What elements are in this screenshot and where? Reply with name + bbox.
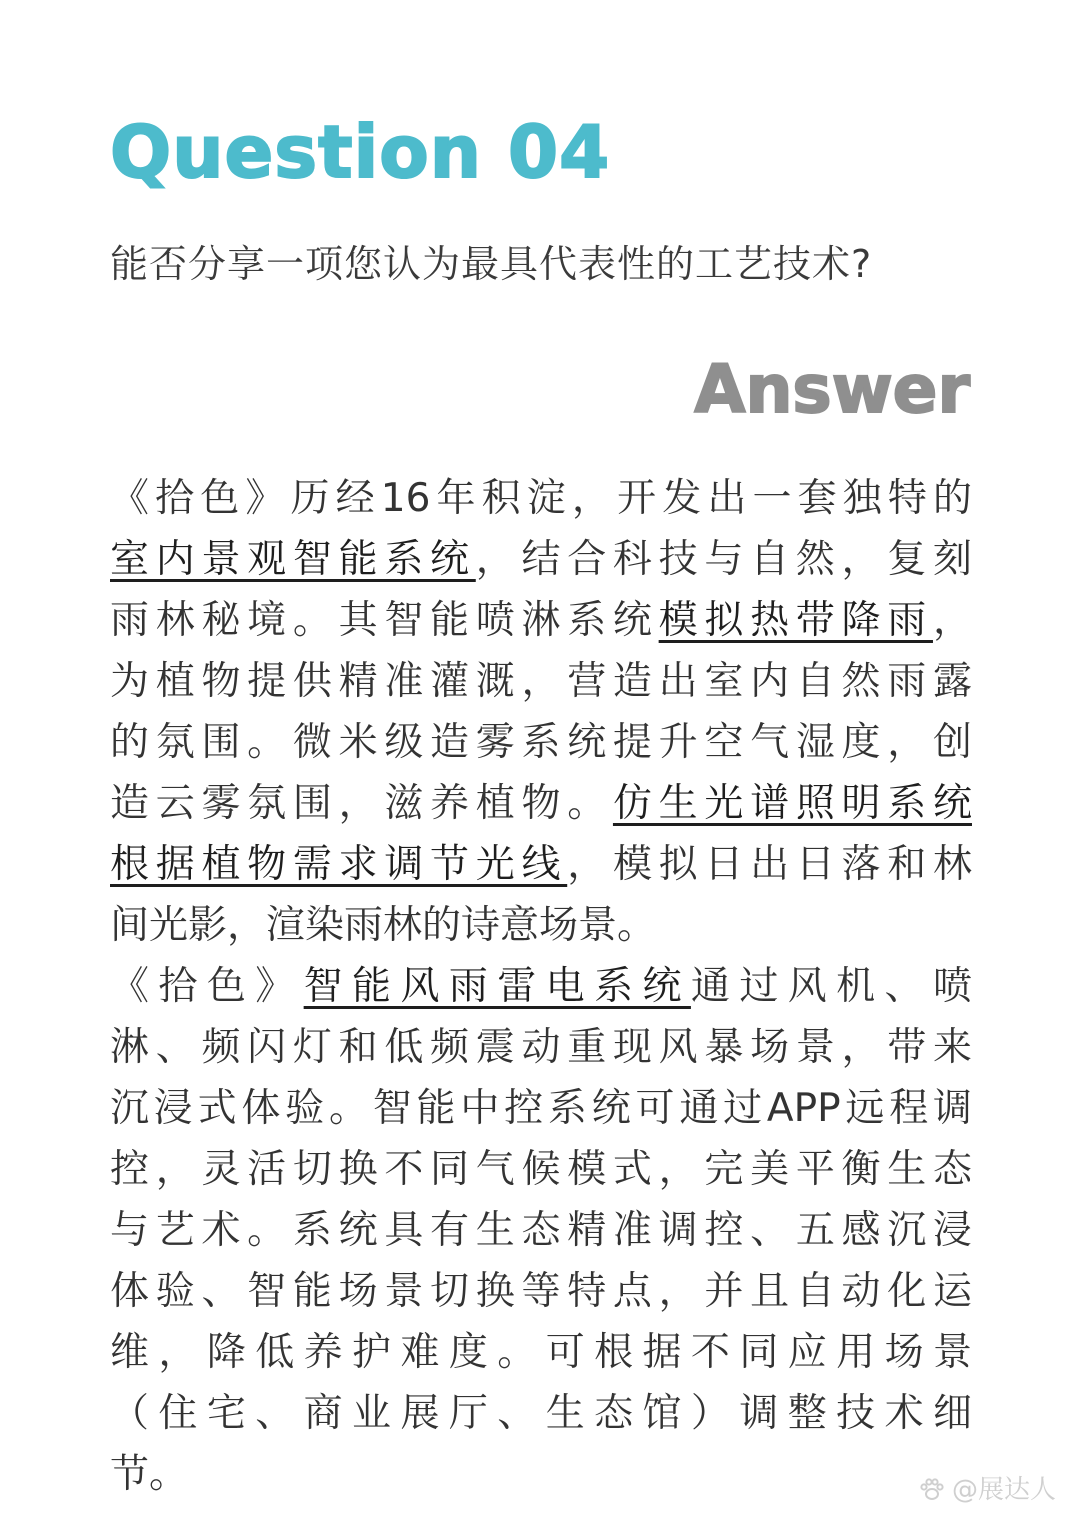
answer-line [110,834,972,895]
highlighted-term: 智能风雨雷电系统 [303,964,691,1009]
watermark [918,1475,1056,1505]
answer-line [110,1261,972,1322]
highlighted-term: 模拟热带降雨 [658,598,933,643]
answer-text: ，模拟日出日落和林 [567,842,972,887]
answer-line [110,895,972,956]
answer-text: ，结合科技与自然，复刻 [475,537,972,582]
answer-line [110,1444,972,1505]
answer-line [110,712,972,773]
answer-line [110,651,972,712]
answer-text: 间光影，渲染雨林的诗意场景。 [110,903,657,948]
answer-text: 《拾色》历经16年积淀，开发出一套独特的 [110,476,972,521]
answer-line [110,1078,972,1139]
answer-text: 《拾色》 [110,964,304,1009]
answer-line [110,773,972,834]
answer-text: 与艺术。系统具有生态精准调控、五感沉浸 [110,1208,972,1253]
answer-text: 雨林秘境。其智能喷淋系统 [110,598,659,643]
answer-title: Answer [694,351,970,428]
paw-icon [918,1476,946,1504]
highlighted-term: 根据植物需求调节光线 [110,842,568,887]
answer-text: 维，降低养护难度。可根据不同应用场景 [110,1330,972,1375]
answer-body [110,468,972,1505]
watermark-text: @展达人 [951,1475,1056,1505]
answer-line [110,590,972,651]
answer-line [110,1383,972,1444]
answer-line [110,1322,972,1383]
highlighted-term: 仿生光谱照明系统 [612,781,972,826]
answer-line [110,1200,972,1261]
answer-text: 淋、频闪灯和低频震动重现风暴场景，带来 [110,1025,972,1070]
answer-text: （住宅、商业展厅、生态馆）调整技术细 [110,1391,972,1436]
answer-line [110,529,972,590]
answer-line [110,468,972,529]
answer-text: 节。 [110,1452,189,1497]
answer-text: 的氛围。微米级造雾系统提升空气湿度，创 [110,720,972,765]
answer-line [110,956,972,1017]
answer-text: ， [932,598,972,643]
answer-text: 沉浸式体验。智能中控系统可通过APP远程调 [110,1086,972,1131]
answer-text: 控，灵活切换不同气候模式，完美平衡生态 [110,1147,972,1192]
answer-text: 体验、智能场景切换等特点，并且自动化运 [110,1269,972,1314]
answer-text: 通过风机、喷 [690,964,972,1009]
answer-line [110,1139,972,1200]
question-text: 能否分享一项您认为最具代表性的工艺技术? [110,242,873,286]
answer-line [110,1017,972,1078]
answer-text: 为植物提供精准灌溉，营造出室内自然雨露 [110,659,972,704]
question-title: Question 04 [110,110,611,194]
highlighted-term: 室内景观智能系统 [110,537,476,582]
answer-text: 造云雾氛围，滋养植物。 [110,781,613,826]
